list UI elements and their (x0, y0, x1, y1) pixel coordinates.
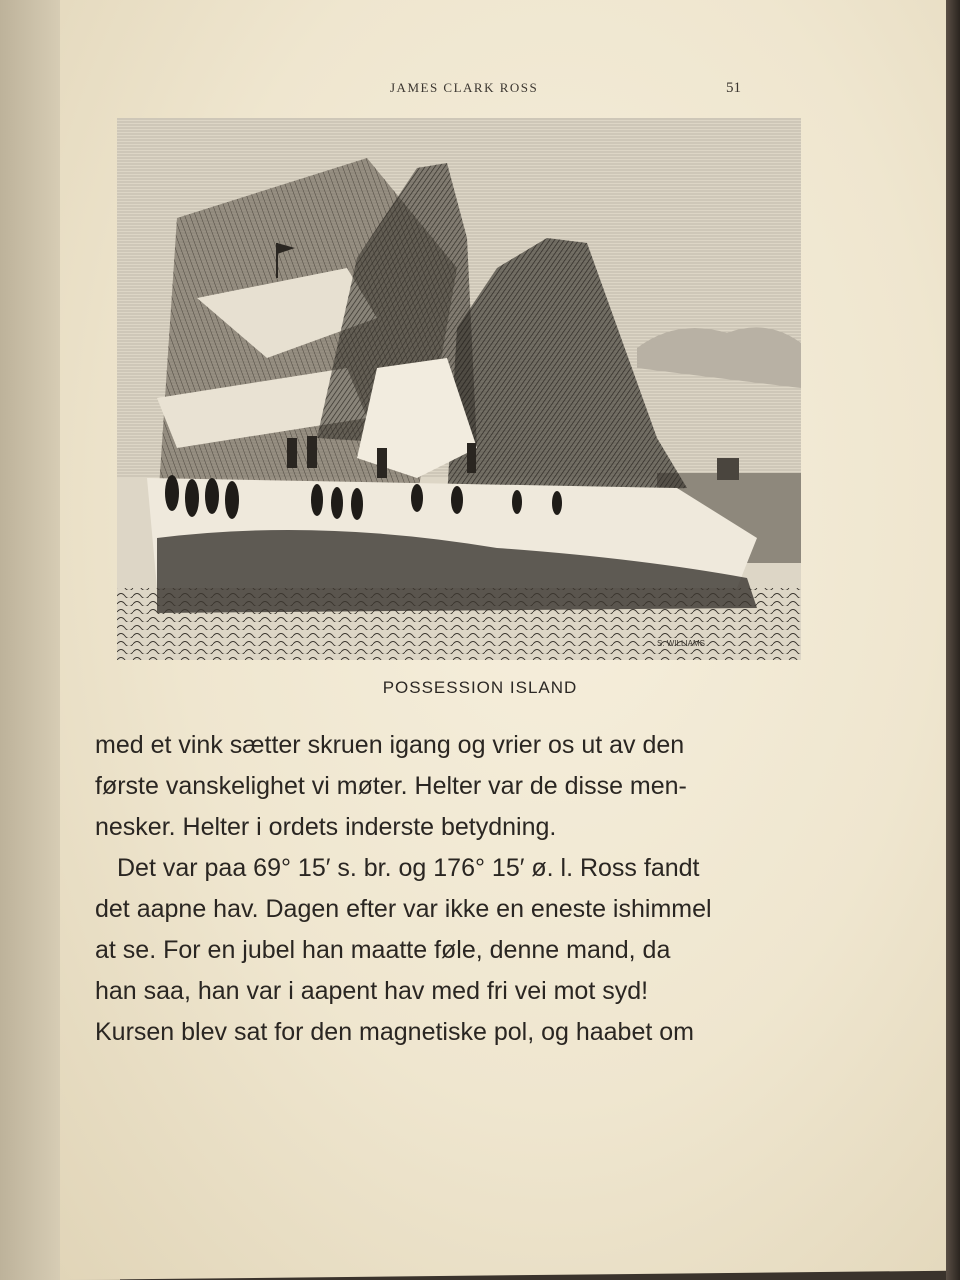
text-line: med et vink sætter skruen igang og vrier os ut av den (95, 731, 685, 759)
text-line: Det var paa 69° 15′ s. br. og 176° 15′ ø. l. Ross fandt (117, 854, 700, 882)
text-line: Kursen blev sat for den magnetiske pol, og haabet om (95, 1018, 694, 1046)
body-text (95, 725, 865, 1053)
running-head: JAMES CLARK ROSS (390, 80, 539, 95)
page-number: 51 (726, 80, 741, 96)
engraving-illustration (117, 118, 801, 660)
text-line: første vanskelighet vi møter. Helter var de disse men- (95, 772, 687, 800)
text-line: det aapne hav. Dagen efter var ikke en eneste ishimmel (95, 895, 712, 923)
text-line: at se. For en jubel han maatte føle, denne mand, da (95, 936, 671, 964)
engraver-signature: S. WILLIAMS (657, 639, 706, 648)
text-line: han saa, han var i aapent hav med fri vei mot syd! (95, 977, 649, 1005)
book-cover-edge (946, 0, 960, 1280)
text-line: nesker. Helter i ordets inderste betydning. (95, 813, 557, 841)
illustration-caption: POSSESSION ISLAND (382, 678, 578, 697)
